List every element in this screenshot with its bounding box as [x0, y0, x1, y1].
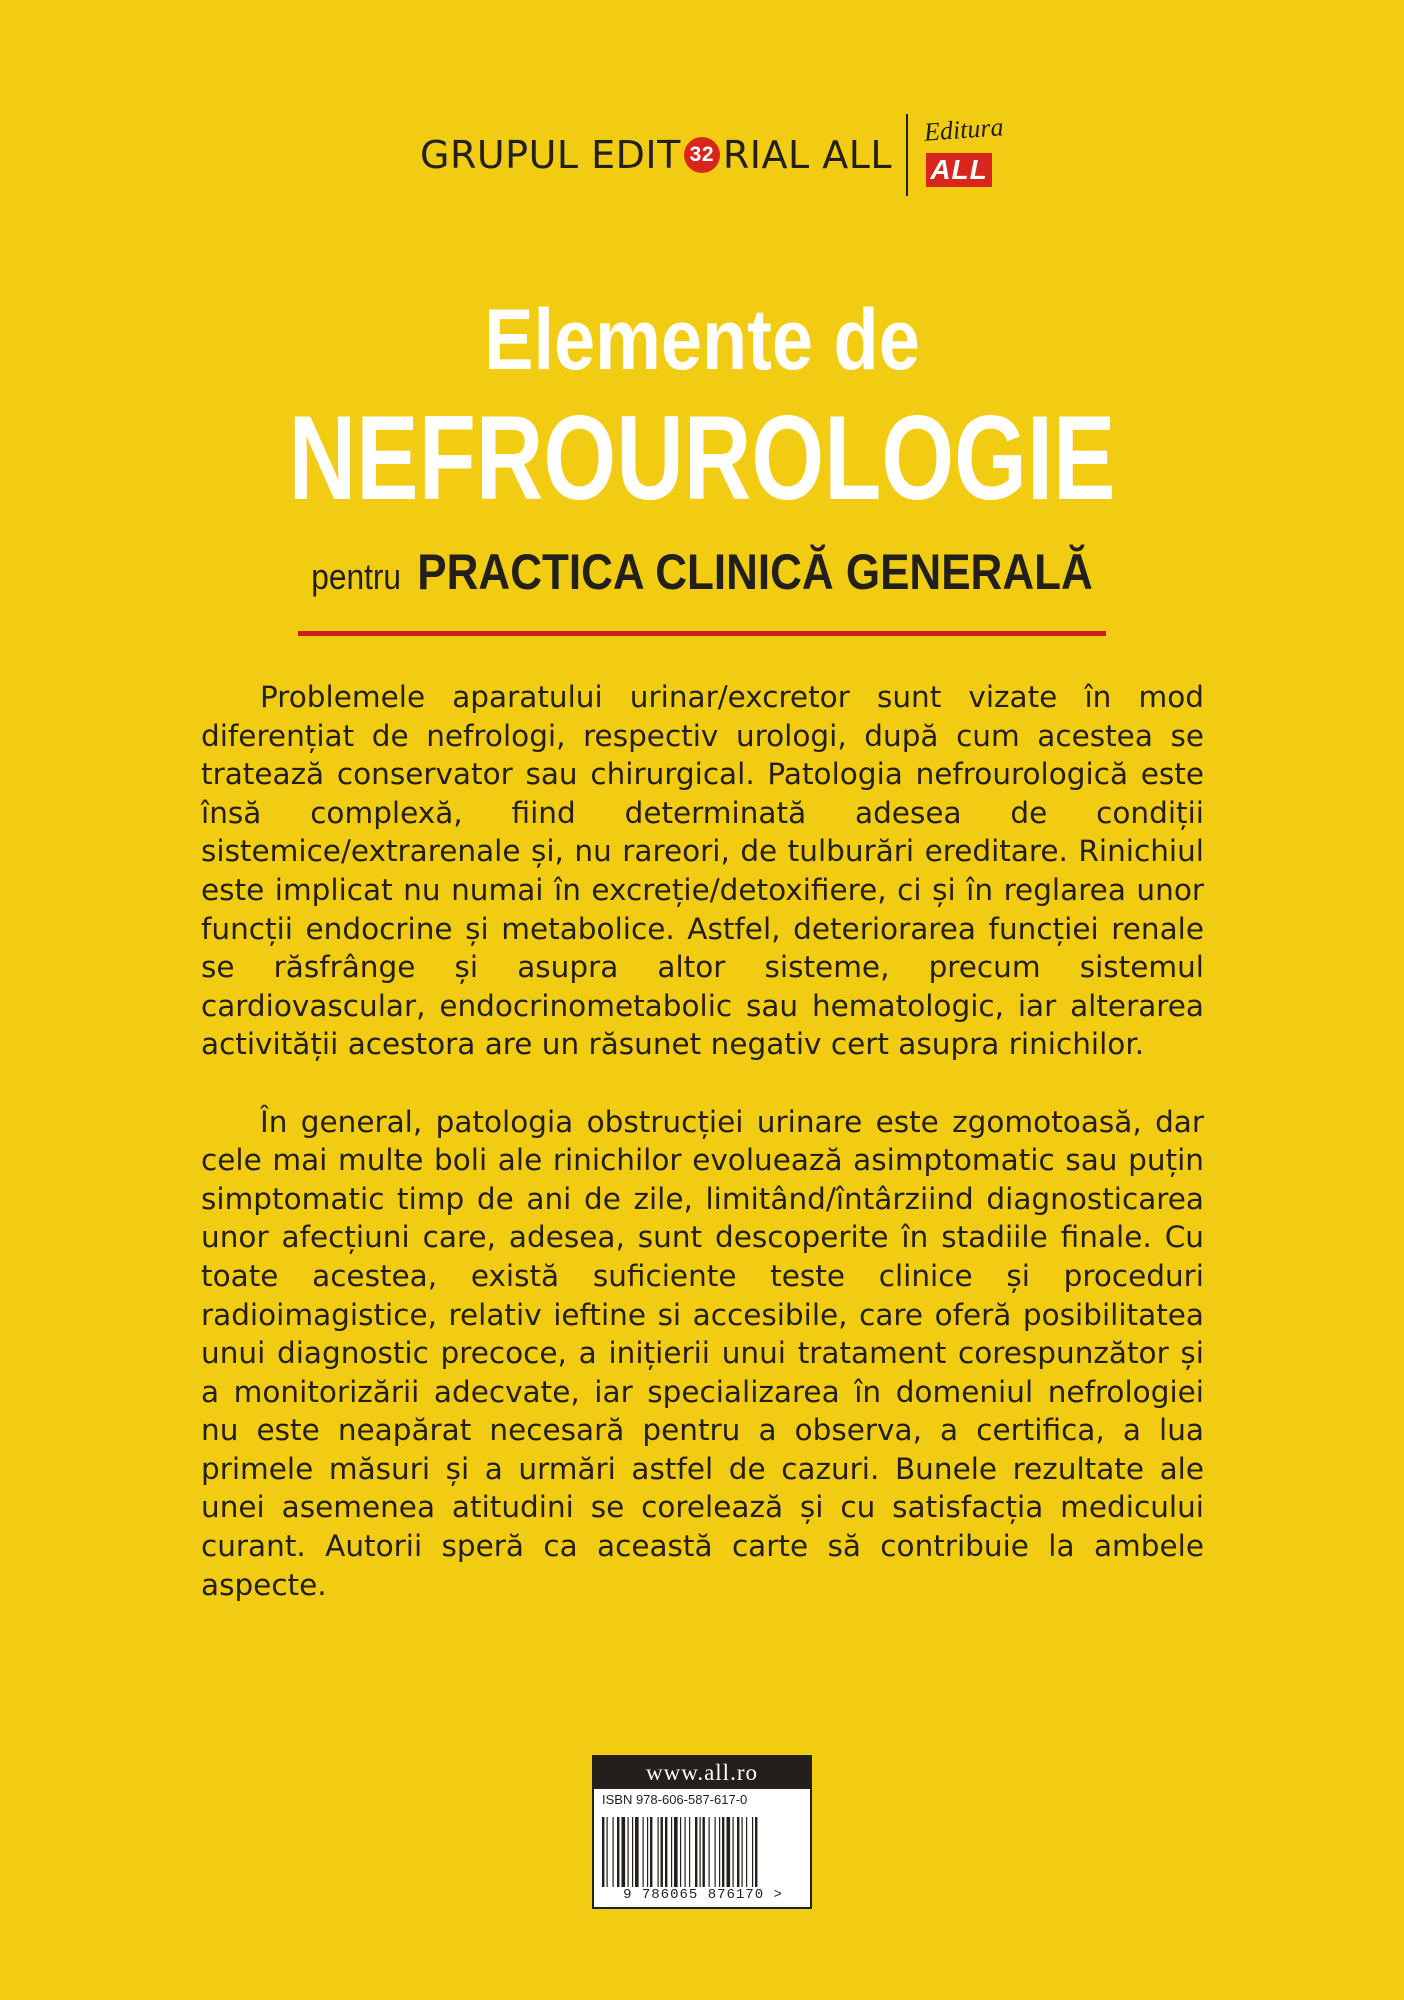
back-cover-blurb [201, 678, 1204, 1604]
isbn-label: ISBN 978-606-587-617-0 [602, 1792, 748, 1807]
title-line1: Elemente de [484, 292, 920, 388]
subtitle-main: PRACTICA CLINICĂ GENERALĂ [417, 544, 1093, 600]
subtitle [84, 543, 1320, 601]
barcode-digits: 9 786065 876170 > [623, 1887, 783, 1903]
editura-script: Editura [923, 112, 1005, 147]
blurb-paragraph: În general, patologia obstrucției urinare este zgomotoasă, dar cele mai multe boli ale rinichilor evoluează asimptomatic sau puțin simptomatic timp de ani de zile, limitând/întârziind diagnosticarea unor afecțiuni care, adesea, sunt descoperite în stadiile finale. Cu toate acestea, există suficiente teste clinice și proceduri radioimagistice, relativ ieftine si accesibile, care oferă posibilitatea unui diagnostic precoce, a inițierii unui tratament corespunzător și a monitorizării adecvate, iar specializarea în domeniul nefrologiei nu este neapărat necesară pentru a observa, a certifica, a lua primele măsuri și a urmări astfel de cazuri. Bunele rezultate ale unei asemenea atitudini se corelează și cu satisfacția medicului curant. Autorii speră ca această carte să contribuie la ambele aspecte. [201, 1104, 1204, 1602]
editura-all-mark: ALL [926, 153, 992, 187]
title-line2: NEFROUROLOGIE [288, 391, 1116, 525]
blurb-paragraph: Problemele aparatului urinar/excretor sunt vizate în mod diferențiat de nefrologi, respectiv urologi, după cum acestea se tratează conservator sau chirurgical. Patologia nefrourologică este însă complexă, fiind determinată adesea de condiții sistemice/extrarenale și, nu rareori, de tulburări ereditare. Rinichiul este implicat nu numai în excreție/detoxifiere, ci și în reglarea unor funcții endocrine și metabolice. Astfel, deteriorarea funcției renale se răsfrânge și asupra altor sisteme, precum sistemul cardiovascular, endocrinometabolic sau hematologic, iar alterarea activității acestora are un răsunet negativ cert asupra rinichilor. [201, 680, 1204, 1062]
publisher-name-part1: GRUPUL EDIT [420, 133, 681, 177]
title-divider [298, 631, 1106, 636]
barcode-icon [598, 1817, 808, 1887]
subtitle-prefix: pentru [311, 556, 402, 597]
barcode-box [592, 1755, 812, 1909]
publisher-divider [906, 114, 908, 196]
publisher-logo [420, 110, 1005, 200]
editura-all-logo [918, 112, 1005, 195]
website-url: www.all.ro [594, 1757, 810, 1789]
publisher-name-part2: RIAL ALL [722, 133, 893, 177]
anniversary-badge-icon: 32 [684, 137, 720, 173]
publisher-name [420, 133, 892, 177]
